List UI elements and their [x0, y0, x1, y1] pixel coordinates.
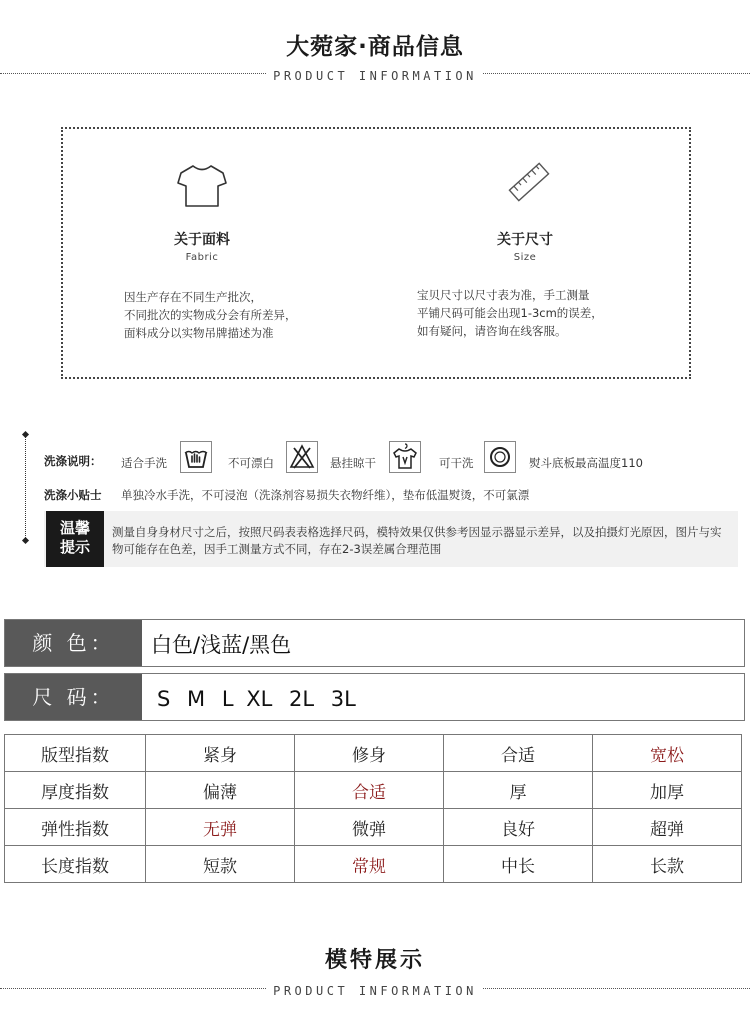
row-label: 版型指数: [5, 735, 146, 772]
row-label: 长度指数: [5, 846, 146, 883]
ruler-icon: [505, 158, 553, 206]
size-option: 3L: [330, 687, 356, 711]
color-bar: [4, 619, 745, 667]
fit-index-table: [4, 734, 742, 883]
index-option: 常规: [352, 856, 386, 877]
index-option: 微弹: [352, 819, 386, 840]
tips-label: 洗涤小贴士: [44, 488, 102, 502]
warning-badge: 温馨 提示: [46, 511, 104, 567]
footer-subtitle: PRODUCT INFORMATION: [267, 984, 483, 998]
fabric-subtitle: Fabric: [185, 252, 219, 263]
index-option: 厚: [509, 782, 527, 803]
warning-text: 测量自身身材尺寸之后，按照尺码表表格选择尺码，模特效果仅供参考因显示器显示差异，以及拍摄灯光原因，图片与实物可能存在色差，因手工测量方式不同，存在2-3误差属合理范围: [112, 525, 722, 556]
index-option: 良好: [501, 819, 535, 840]
index-option: 无弹: [203, 819, 237, 840]
care-item-label: 可干洗: [439, 456, 474, 470]
fabric-description: 因生产存在不同生产批次， 不同批次的实物成分会有所差异， 面料成分以实物吊牌描述为准: [124, 290, 297, 340]
index-option: 短款: [203, 856, 237, 877]
dry-clean-icon: [484, 441, 516, 473]
index-option: 修身: [352, 745, 386, 766]
care-label: 洗涤说明：: [44, 454, 102, 468]
index-option: 长款: [650, 856, 684, 877]
index-option: 合适: [501, 745, 535, 766]
page-title: 大菀家·商品信息: [286, 34, 464, 60]
table-row: [5, 735, 742, 772]
header-subtitle: PRODUCT INFORMATION: [267, 69, 483, 83]
care-item-label: 不可漂白: [228, 456, 274, 470]
size-option: S: [157, 687, 171, 711]
size-title: 关于尺寸: [497, 232, 553, 248]
size-description: 宝贝尺寸以尺寸表为准，手工测量 平铺尺码可能会出现1-3cm的误差， 如有疑问，请咨询在线客服。: [417, 288, 603, 338]
care-item-label: 适合手洗: [121, 456, 167, 470]
table-row: [5, 772, 742, 809]
hang-dry-icon: [389, 441, 421, 473]
size-option: M: [187, 687, 206, 711]
t-shirt-icon: [176, 163, 228, 209]
row-label: 厚度指数: [5, 772, 146, 809]
index-option: 加厚: [650, 782, 684, 803]
table-row: [5, 846, 742, 883]
tips-text: 单独冷水手洗，不可浸泡（洗涤剂容易损失衣物纤维），垫布低温熨烫，不可氯漂: [121, 488, 530, 502]
size-option: 2L: [289, 687, 315, 711]
color-label: 颜 色：: [5, 620, 142, 666]
color-value: 白色/浅蓝/黑色: [151, 633, 292, 657]
fabric-title: 关于面料: [174, 232, 230, 248]
table-row: [5, 809, 742, 846]
index-option: 超弹: [650, 819, 684, 840]
size-subtitle: Size: [513, 252, 537, 263]
no-bleach-icon: [286, 441, 318, 473]
index-option: 宽松: [650, 745, 684, 766]
care-item-label: 悬挂晾干: [330, 456, 376, 470]
divider-end-top: [22, 431, 29, 438]
care-divider: [25, 436, 26, 540]
index-option: 偏薄: [203, 782, 237, 803]
iron-temperature-note: 熨斗底板最高温度110: [529, 456, 643, 470]
size-option: XL: [246, 687, 273, 711]
index-option: 紧身: [203, 745, 237, 766]
row-label: 弹性指数: [5, 809, 146, 846]
size-label: 尺 码：: [5, 674, 142, 720]
size-options: [157, 674, 366, 720]
size-bar: [4, 673, 745, 721]
size-option: L: [221, 687, 234, 711]
hand-wash-icon: [180, 441, 212, 473]
divider-end-bottom: [22, 537, 29, 544]
index-option: 合适: [352, 782, 386, 803]
section-title-model: 模特展示: [324, 948, 425, 973]
index-option: 中长: [501, 856, 535, 877]
